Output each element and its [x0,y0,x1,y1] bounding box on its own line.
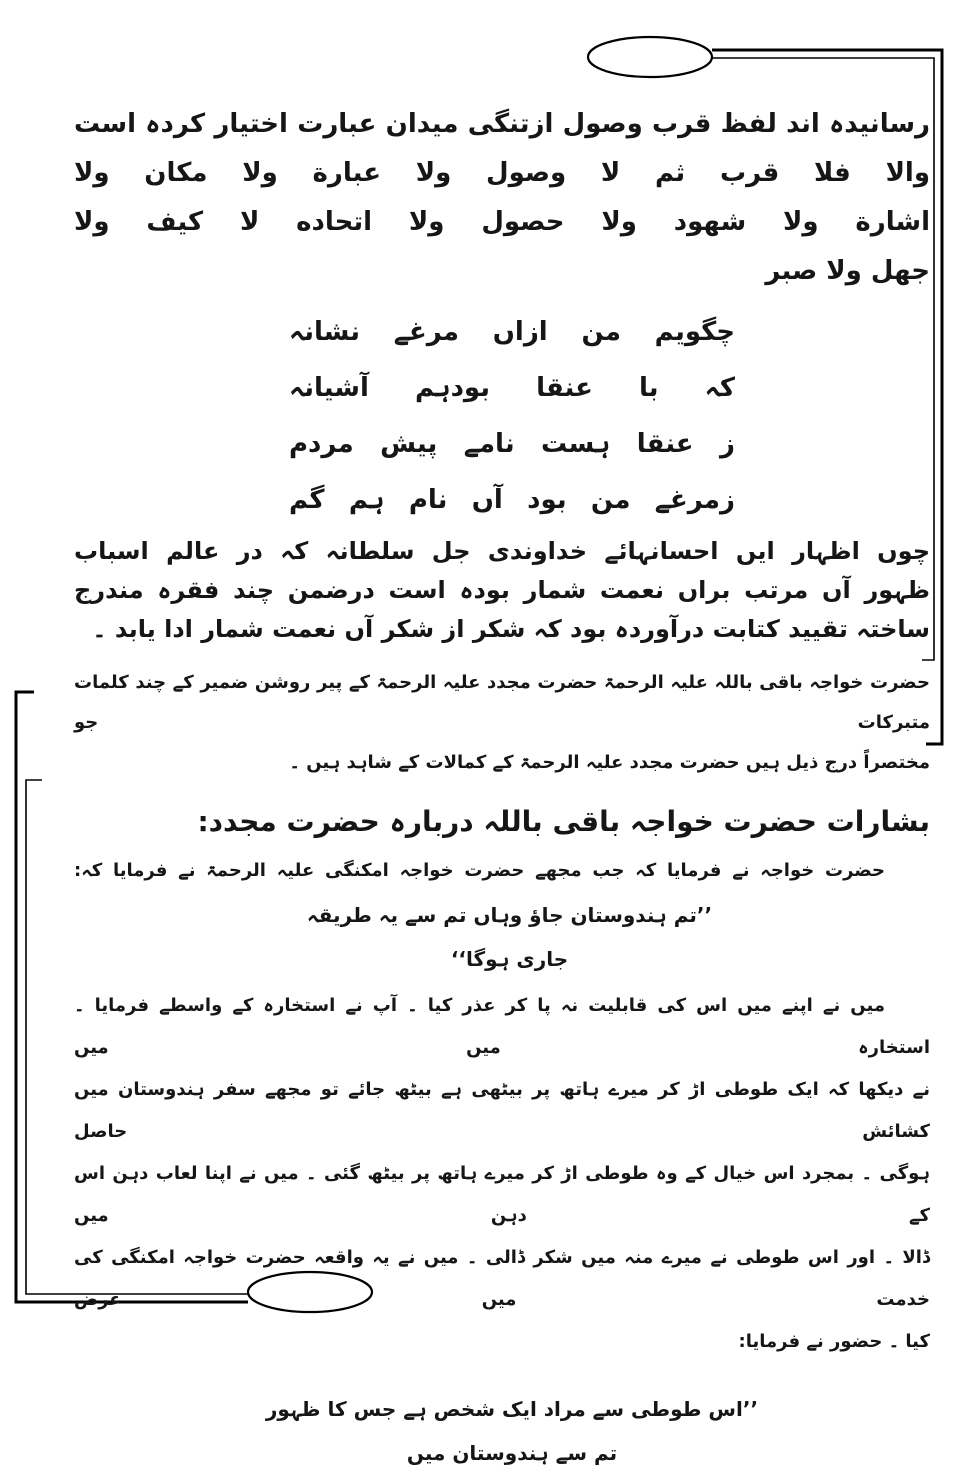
intro-line-1: حضرت خواجہ باقی باللہ علیہ الرحمۃ حضرت مجدد علیہ الرحمۃ کے پیر روشن ضمیر کے چند کلمات متبرکات جو [74,672,930,733]
persian-line-1: چوں اظہار ایں احسانہائے خداوندی جل سلطانہ کہ در عالم اسباب [74,537,930,565]
body-line-5: کیا ۔ حضور نے فرمایا: [738,1331,930,1352]
persian-passage [74,532,930,649]
quote-line-1: ’’تم ہندوستان جاؤ وہاں تم سے یہ طریقہ جاری ہوگا‘‘ [306,903,713,971]
persian-line-2: ظہور آں مرتب براں نعمت شمار بودہ است درضمن چند فقرہ مندرج [74,576,930,604]
body-line-4: ڈالا ۔ اور اس طوطی نے میرے منہ میں شکر ڈالی ۔ میں نے یہ واقعہ حضرت خواجہ امکنگی کی خدمت میں عرض [74,1247,930,1310]
page-text-block [74,100,930,1475]
poem-line-3: ز عنقا ہست نامے پیش مردم [289,429,735,459]
quote-line-2: ’’اس طوطی سے مراد ایک شخص ہے جس کا ظہور تم سے ہندوستان میں [265,1397,759,1465]
poem-line-4: زمرغے من بود آں نام ہم گم [289,485,735,515]
section-heading: بشارات حضرت خواجہ باقی باللہ دربارہ حضرت مجدد: [197,805,930,838]
top-ornament-ellipse [588,37,712,77]
persian-line-3: ساختہ تقیید کتابت درآوردہ بود کہ شکر از شکر آں نعمت شمار ادا یابد ۔ [92,615,930,643]
opening-line-4: جهل ولا صبر [765,256,930,286]
opening-passage [74,100,930,296]
opening-line-3: اشارة ولا شهود ولا حصول ولا اتحاده لا كيف ولا [74,207,930,237]
body-line-1: میں نے اپنے میں اس کی قابلیت نہ پا کر عذر کیا ۔ آپ نے استخارہ کے واسطے فرمایا ۔ استخارہ میں میں [74,995,930,1058]
body-line-3: ہوگی ۔ بمجرد اس خیال کے وہ طوطی اڑ کر میرے ہاتھ پر بیٹھ گئی ۔ میں نے اپنا لعاب دہن اس کے دہن میں [74,1163,930,1226]
intro-line-2: مختصراً درج ذیل ہیں حضرت مجدد علیہ الرحمۃ کے کمالات کے شاہد ہیں ۔ [289,752,930,773]
poem-line-1: چگویم من ازاں مرغے نشانہ [289,317,735,347]
urdu-intro-paragraph [74,663,930,783]
body-paragraph [74,985,930,1363]
opening-line-1: رسانیدہ اند لفظ قرب وصول ازتنگی میدان عبارت اختیار کردہ است [74,109,930,139]
poem-line-2: کہ با عنقا بودہم آشیانہ [289,373,735,403]
poem-block [289,304,735,528]
lead-line: حضرت خواجہ نے فرمایا کہ جب مجھے حضرت خواجہ امکنگی علیہ الرحمۃ نے فرمایا کہ: [74,860,885,881]
opening-line-2: والا فلا قرب ثم لا وصول ولا عبارة ولا مكان ولا [74,158,930,188]
body-line-2: نے دیکھا کہ ایک طوطی اڑ کر میرے ہاتھ پر بیٹھی ہے بیٹھ جائے تو مجھے سفر ہندوستان میں کشائش حاصل [74,1079,930,1142]
